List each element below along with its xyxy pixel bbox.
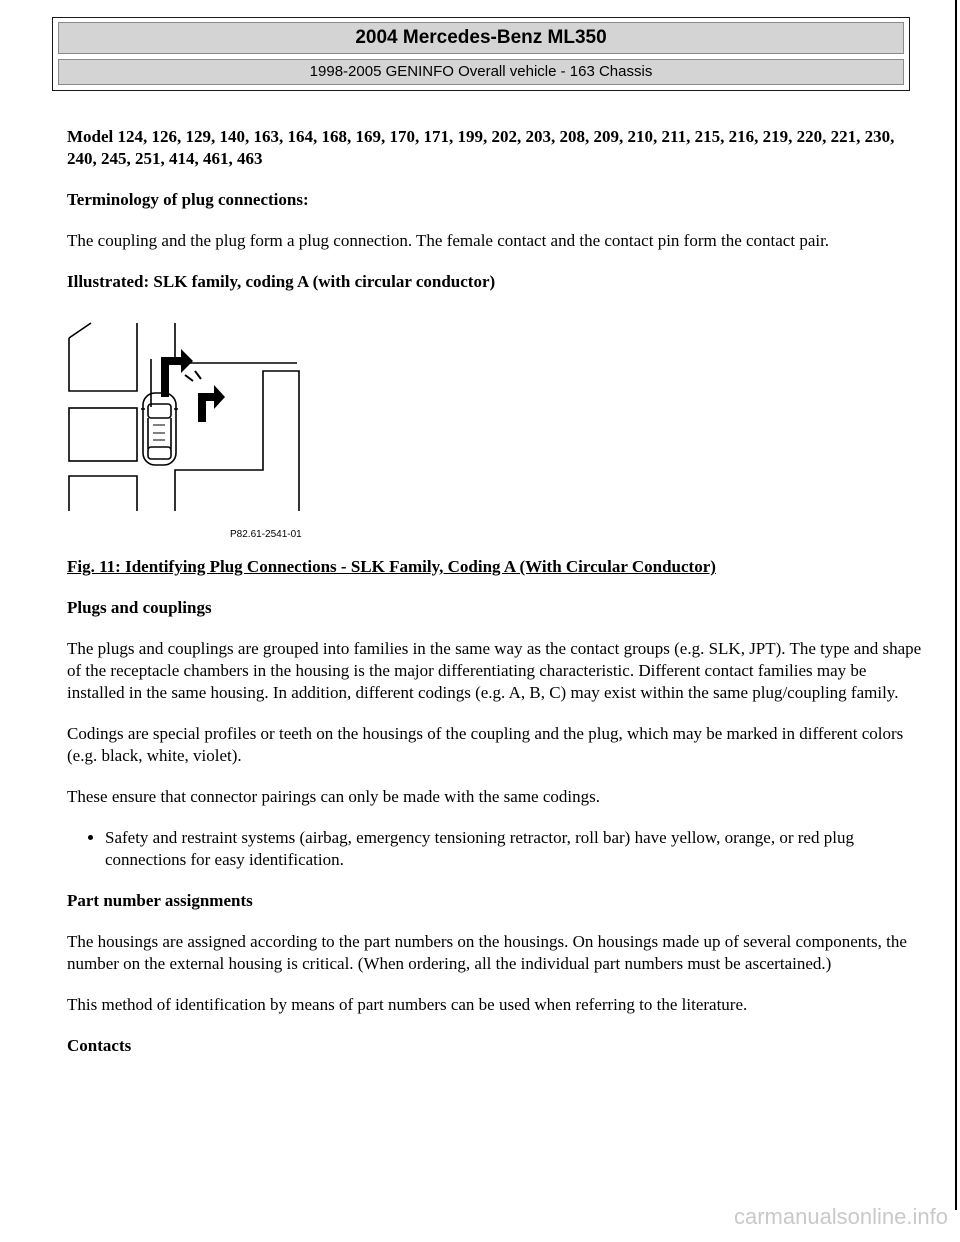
terminology-heading: Terminology of plug connections: [67,190,309,209]
bullet-list [67,827,927,871]
block-top-left-bevel [69,323,91,338]
document-body [67,126,927,1076]
document-title: 2004 Mercedes-Benz ML350 [58,22,904,54]
plugs-paragraph-3: These ensure that connector pairings can only be made with the same codings. [67,787,600,806]
figure-caption: Fig. 11: Identifying Plug Connections - SLK Family, Coding A (With Circular Conductor) [67,557,716,576]
plugs-paragraph-1: The plugs and couplings are grouped into families in the same way as the contact groups (e.g. SLK, JPT). The type and shape of the receptacle chambers in the housing is the major differentiating characteristic. Different contact families may be installed in the same housing. In addition, different codings (e.g. A, B, C) may exist within the same plug/coupling family. [67,639,922,702]
small-arrow-marks [185,371,201,381]
block-bottom-left [69,476,137,511]
contacts-heading: Contacts [67,1036,132,1055]
block-middle-left [69,408,137,461]
block-bottom-right [175,371,299,511]
plugs-paragraph-2: Codings are special profiles or teeth on the housings of the coupling and the plug, which may be marked in different colors (e.g. black, white, violet). [67,724,904,765]
plug-connection-diagram [67,319,317,544]
part-number-heading: Part number assignments [67,891,253,910]
block-top-left [69,323,137,391]
arrow-one [161,349,193,397]
arrow-two [198,385,225,422]
plugs-heading: Plugs and couplings [67,598,212,617]
illustrated-label: Illustrated: SLK family, coding A (with circular conductor) [67,272,496,291]
terminology-paragraph: The coupling and the plug form a plug connection. The female contact and the contact pin form the contact pair. [67,231,830,250]
page-header [52,17,910,91]
list-item: • Safety and restraint systems (airbag, emergency tensioning retractor, roll bar) have yellow, orange, or red plug connections for easy identification. [105,827,927,871]
part-number-paragraph-2: This method of identification by means of part numbers can be used when referring to the literature. [67,995,748,1014]
plug-connection-figure [67,319,317,544]
document-subtitle: 1998-2005 GENINFO Overall vehicle - 163 Chassis [58,59,904,85]
car-graphic [141,393,178,465]
block-top-right [175,323,297,363]
model-list: Model 124, 126, 129, 140, 163, 164, 168, 169, 170, 171, 199, 202, 203, 208, 209, 210, 211, 215, 216, 219, 220, 221, 230, 240, 245, 251, 414, 461, 463 [67,127,895,168]
part-number-paragraph-1: The housings are assigned according to the part numbers on the housings. On housings made up of several components, the number on the external housing is critical. (When ordering, all the individual part numbers must be ascertained.) [67,932,907,973]
watermark: carmanualsonline.info [733,1204,948,1229]
figure-code: P82.61-2541-01 [230,529,302,540]
